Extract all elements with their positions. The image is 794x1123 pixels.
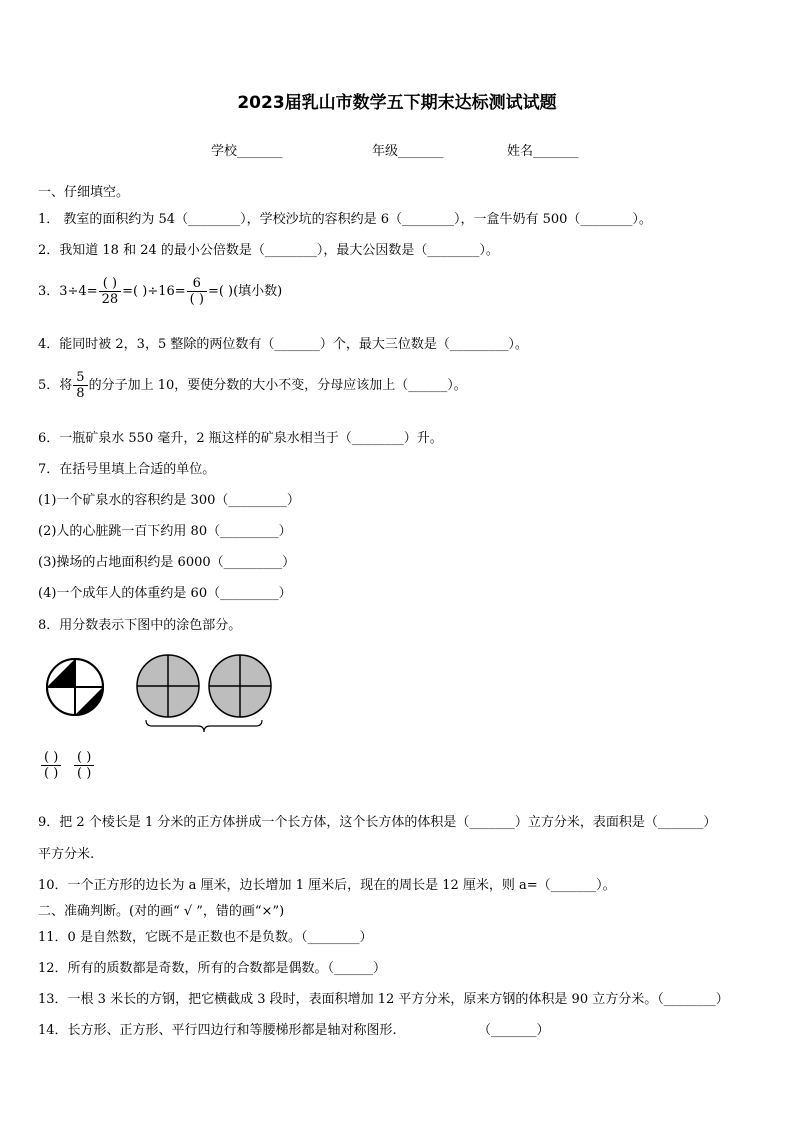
- question-3: [38, 276, 282, 307]
- question-10: 10．一个正方形的边长为 a 厘米，边长增加 1 厘米后，现在的周长是 12 厘米，则 a=（_______）。: [38, 878, 616, 893]
- question-14: 14．长方形、正方形、平行四边行和等腰梯形都是轴对称图形.: [38, 1023, 397, 1038]
- page-title: 2023届乳山市数学五下期末达标测试试题: [237, 93, 557, 113]
- question-7-4: (4)一个成年人的体重约是 60（_________）: [38, 586, 292, 601]
- section-1-heading: 一、仔细填空。: [38, 185, 130, 200]
- q5-fraction: $\frac{5}{8}$: [73, 370, 87, 401]
- q3-prefix: 3．3÷4=: [38, 284, 98, 299]
- q3-fraction-2: $\frac{6}{( )}$: [187, 276, 207, 307]
- question-7: 7．在括号里填上合适的单位。: [38, 462, 216, 477]
- question-14-blank[interactable]: （_______）: [478, 1023, 550, 1038]
- grade-field: 年级_______: [372, 144, 444, 159]
- question-9: 9．把 2 个棱长是 1 分米的正方体拼成一个长方体，这个长方体的体积是（_______）立方分米，表面积是（_______）: [38, 815, 717, 830]
- question-8: 8．用分数表示下图中的涂色部分。: [38, 618, 242, 633]
- question-4: 4．能同时被 2，3，5 整除的两位数有（_______）个，最大三位数是（_________）。: [38, 337, 528, 352]
- q3-mid: =( )÷16=: [122, 284, 186, 299]
- q3-suffix: =( )(填小数): [207, 284, 283, 299]
- question-13: 13．一根 3 米长的方钢，把它横截成 3 段时，表面积增加 12 平方分米，原来方钢的体积是 90 立方分米。（________）: [38, 992, 729, 1007]
- question-7-2: (2)人的心脏跳一百下约用 80（_________）: [38, 524, 292, 539]
- school-field: 学校_______: [211, 144, 283, 159]
- question-6: 6．一瓶矿泉水 550 毫升，2 瓶这样的矿泉水相当于（________）升。: [38, 431, 443, 446]
- section-2-heading: 二、准确判断。(对的画“ √ ”，错的画“×”): [38, 904, 285, 919]
- question-7-1: (1)一个矿泉水的容积约是 300（_________）: [38, 493, 300, 508]
- q5-prefix: 5．将: [38, 378, 73, 393]
- answer-fraction-1[interactable]: $\frac{( )}{( )}$: [40, 750, 62, 781]
- question-9-continued: 平方分米.: [38, 847, 95, 862]
- q5-suffix: 的分子加上 10，要使分数的大小不变，分母应该加上（______）。: [88, 378, 467, 393]
- question-2: 2．我知道 18 和 24 的最小公倍数是（________），最大公因数是（________）。: [38, 243, 499, 258]
- name-field: 姓名_______: [507, 144, 579, 159]
- shaded-circle-figure: [44, 656, 106, 718]
- question-1: 1． 教室的面积约为 54（________），学校沙坑的容积约是 6（________），一盒牛奶有 500（________）。: [38, 212, 652, 227]
- question-11: 11．0 是自然数，它既不是正数也不是负数。（________）: [38, 930, 373, 945]
- q3-fraction-1: $\frac{( )}{28}$: [99, 276, 122, 307]
- question-12: 12．所有的质数都是奇数，所有的合数都是偶数。（______）: [38, 961, 387, 976]
- answer-fraction-2[interactable]: $\frac{( )}{( )}$: [73, 750, 95, 781]
- grey-circles-figure: [132, 652, 276, 734]
- question-7-3: (3)操场的占地面积约是 6000（_________）: [38, 555, 296, 570]
- question-5: [38, 370, 467, 401]
